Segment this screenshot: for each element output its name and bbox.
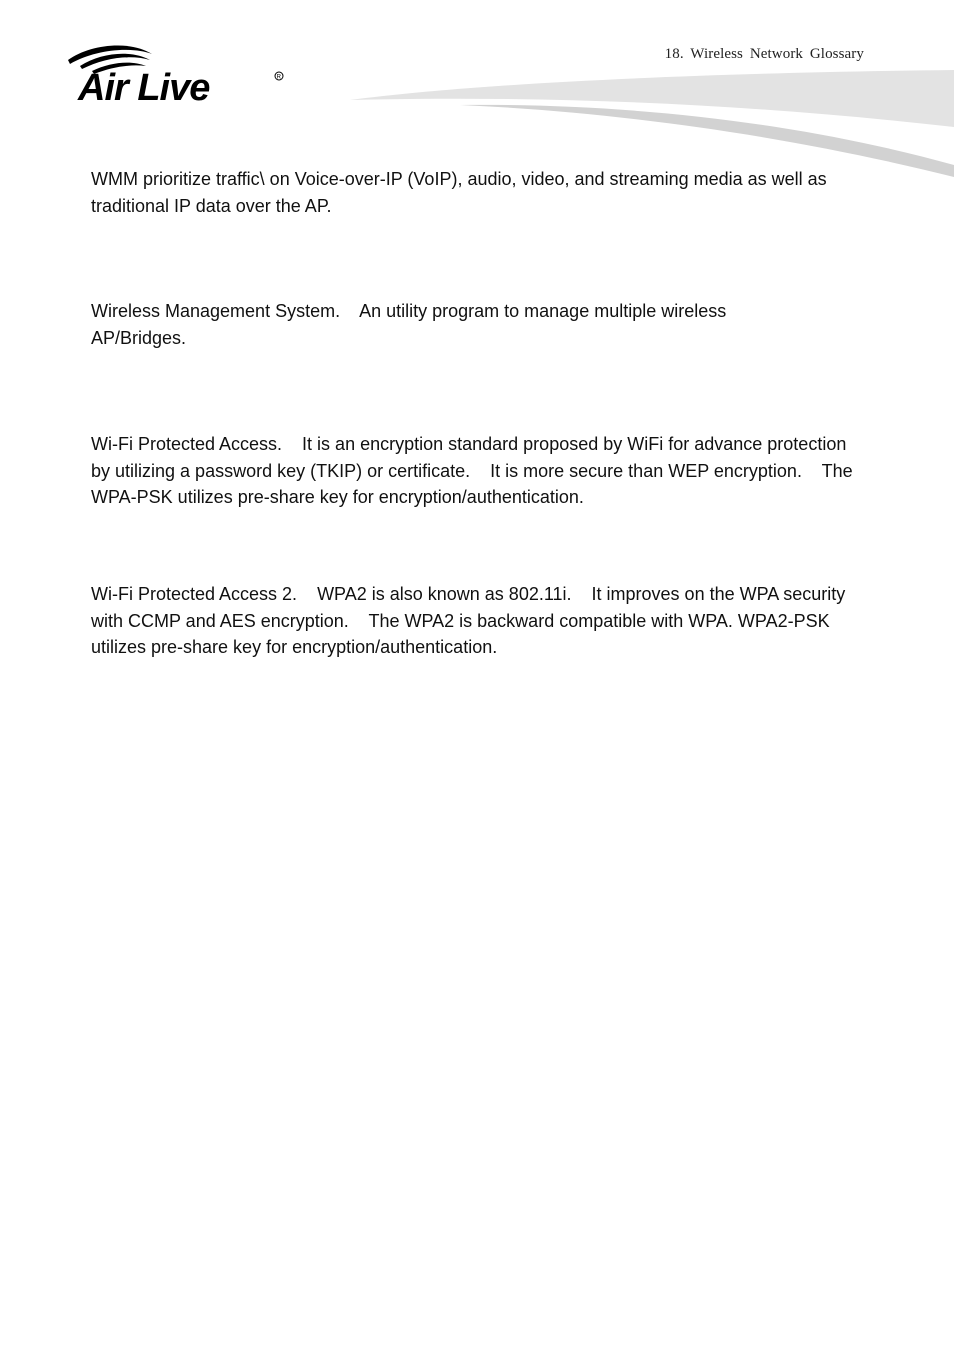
chapter-title: 18. Wireless Network Glossary <box>664 46 864 62</box>
airlive-logo <box>60 38 290 108</box>
header-swoosh-decoration <box>340 65 954 180</box>
svg-text:Air Live: Air Live <box>78 67 210 108</box>
glossary-entry-wmm: WMM prioritize traffic\ on Voice-over-IP (VoIP), audio, video, and streaming media as well as traditional IP data over the AP. <box>91 169 832 216</box>
glossary-entry-wpa: Wi-Fi Protected Access. It is an encryption standard proposed by WiFi for advance protection by utilizing a password key (TKIP) or certificate. It is more secure than WEP encryption. The WPA-PSK utilizes pre-share key for encryption/authentication. <box>91 434 858 507</box>
glossary-entry-wms: Wireless Management System. An utility program to manage multiple wireless AP/Bridges. <box>91 301 727 348</box>
glossary-entry-wpa2: Wi-Fi Protected Access 2. WPA2 is also known as 802.11i. It improves on the WPA security with CCMP and AES encryption. The WPA2 is backward compatible with WPA. WPA2-PSK utilizes pre-share key for encryption/authentication. <box>91 584 851 657</box>
svg-text:R: R <box>276 74 281 81</box>
